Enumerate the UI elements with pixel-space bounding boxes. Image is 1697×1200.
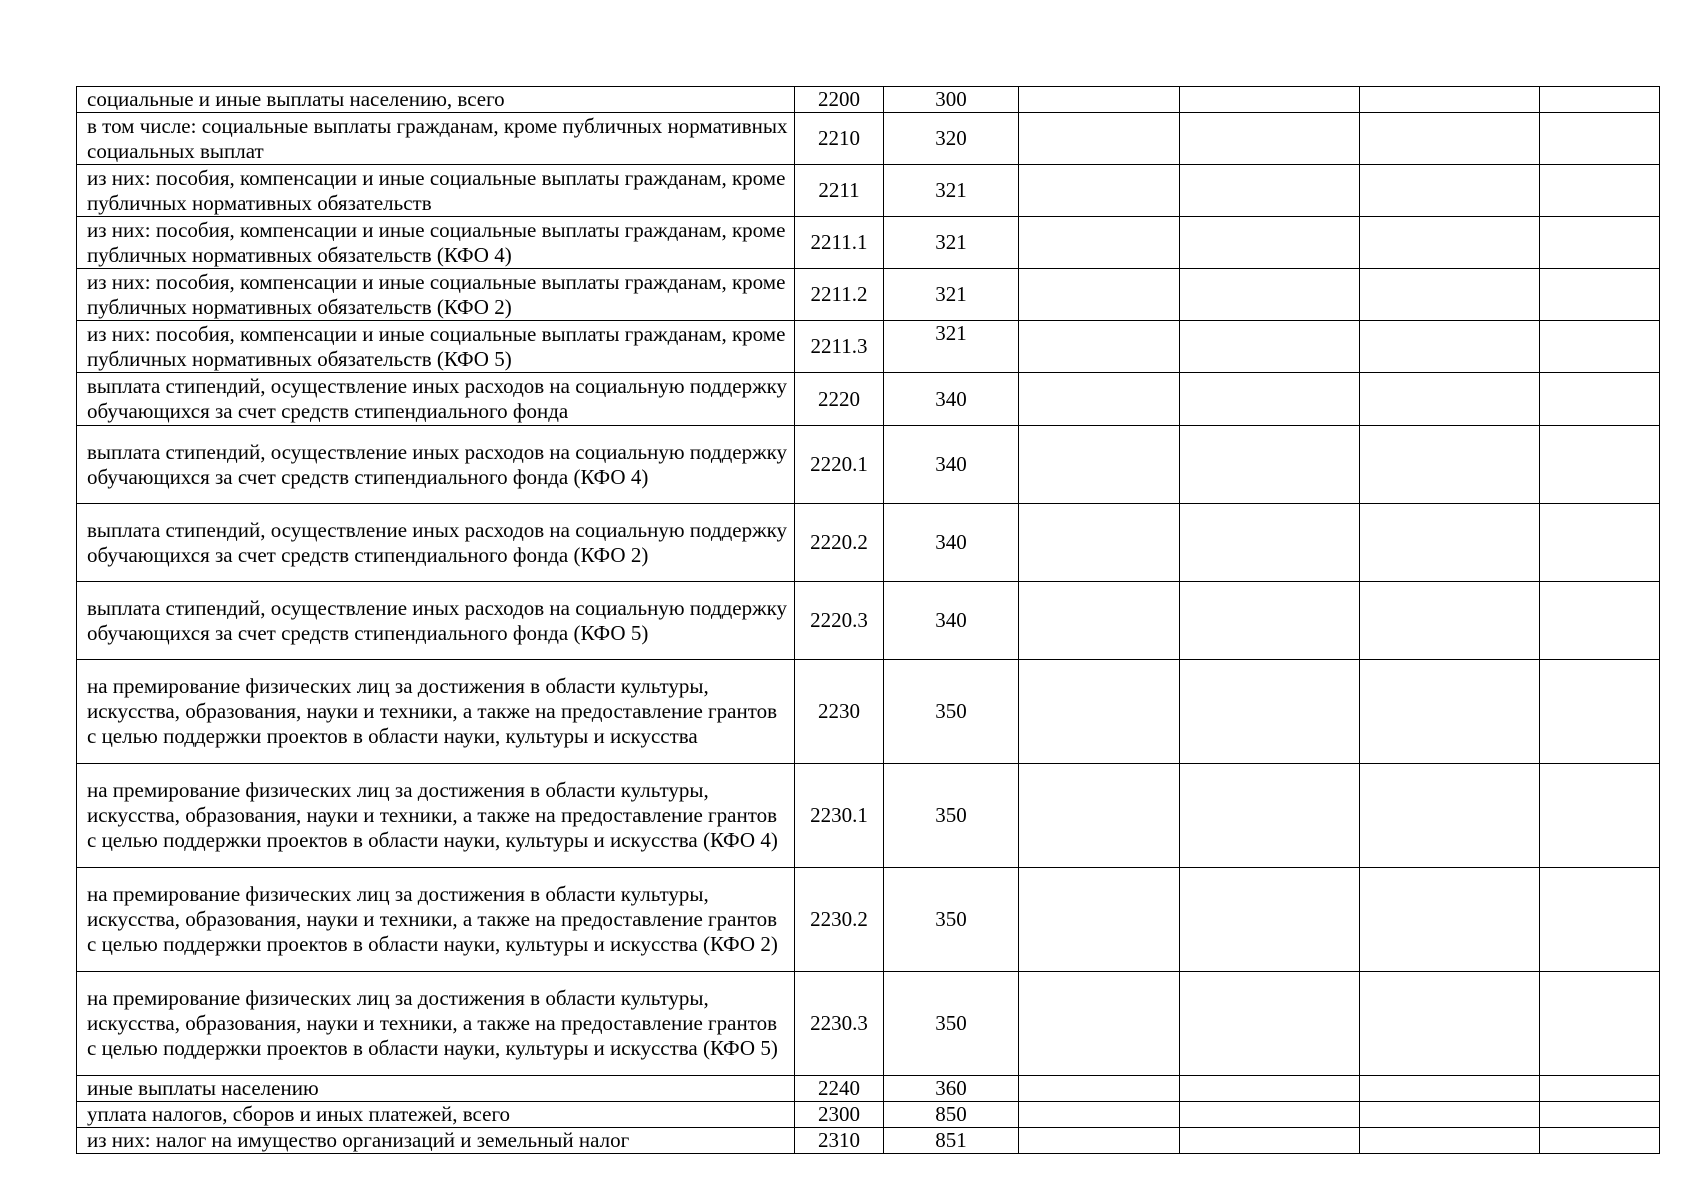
value-cell (1360, 321, 1540, 373)
value-cell (1019, 321, 1180, 373)
value-cell (1540, 321, 1660, 373)
table-row (77, 426, 1660, 504)
row-description: выплата стипендий, осуществление иных расходов на социальную поддержку обучающихся за счет средств стипендиального фонда (77, 373, 795, 426)
value-cell (1019, 582, 1180, 660)
value-cell (1019, 660, 1180, 764)
row-kbk: 320 (884, 113, 1019, 165)
value-cell (1180, 217, 1360, 269)
row-code: 2240 (795, 1076, 884, 1102)
value-cell (1180, 113, 1360, 165)
row-code: 2211.2 (795, 269, 884, 321)
row-description: иные выплаты населению (77, 1076, 795, 1102)
value-cell (1019, 504, 1180, 582)
table-row (77, 269, 1660, 321)
value-cell (1019, 373, 1180, 426)
row-code: 2211 (795, 165, 884, 217)
value-cell (1180, 504, 1360, 582)
value-cell (1540, 269, 1660, 321)
row-kbk: 350 (884, 764, 1019, 868)
financial-table (76, 86, 1660, 1154)
row-description: уплата налогов, сборов и иных платежей, всего (77, 1102, 795, 1128)
value-cell (1360, 87, 1540, 113)
row-description: выплата стипендий, осуществление иных расходов на социальную поддержку обучающихся за счет средств стипендиального фонда (КФО 2) (77, 504, 795, 582)
value-cell (1360, 660, 1540, 764)
value-cell (1019, 269, 1180, 321)
table-row (77, 373, 1660, 426)
value-cell (1360, 582, 1540, 660)
value-cell (1360, 269, 1540, 321)
row-code: 2310 (795, 1128, 884, 1154)
table-row (77, 1076, 1660, 1102)
row-description: выплата стипендий, осуществление иных расходов на социальную поддержку обучающихся за счет средств стипендиального фонда (КФО 5) (77, 582, 795, 660)
value-cell (1360, 217, 1540, 269)
row-description: на премирование физических лиц за достижения в области культуры, искусства, образования, науки и техники, а также на предоставление грантов с целью поддержки проектов в области науки, культуры и искусства (КФО 4) (77, 764, 795, 868)
row-description: на премирование физических лиц за достижения в области культуры, искусства, образования, науки и техники, а также на предоставление грантов с целью поддержки проектов в области науки, культуры и искусства (77, 660, 795, 764)
table-row (77, 165, 1660, 217)
row-description: из них: пособия, компенсации и иные социальные выплаты гражданам, кроме публичных нормативных обязательств (КФО 4) (77, 217, 795, 269)
value-cell (1540, 868, 1660, 972)
row-kbk: 340 (884, 504, 1019, 582)
row-description: выплата стипендий, осуществление иных расходов на социальную поддержку обучающихся за счет средств стипендиального фонда (КФО 4) (77, 426, 795, 504)
table-row (77, 113, 1660, 165)
table-row (77, 217, 1660, 269)
value-cell (1180, 426, 1360, 504)
value-cell (1540, 660, 1660, 764)
value-cell (1540, 87, 1660, 113)
row-kbk: 350 (884, 972, 1019, 1076)
table-row (77, 321, 1660, 373)
row-description: на премирование физических лиц за достижения в области культуры, искусства, образования, науки и техники, а также на предоставление грантов с целью поддержки проектов в области науки, культуры и искусства (КФО 2) (77, 868, 795, 972)
value-cell (1540, 1128, 1660, 1154)
row-code: 2300 (795, 1102, 884, 1128)
table-row (77, 582, 1660, 660)
value-cell (1019, 1076, 1180, 1102)
row-kbk: 850 (884, 1102, 1019, 1128)
row-kbk: 340 (884, 582, 1019, 660)
value-cell (1019, 113, 1180, 165)
row-kbk: 350 (884, 868, 1019, 972)
row-description: из них: пособия, компенсации и иные социальные выплаты гражданам, кроме публичных нормативных обязательств (КФО 2) (77, 269, 795, 321)
row-kbk: 321 (884, 269, 1019, 321)
value-cell (1180, 868, 1360, 972)
row-kbk: 340 (884, 426, 1019, 504)
row-kbk: 340 (884, 373, 1019, 426)
value-cell (1019, 87, 1180, 113)
value-cell (1019, 868, 1180, 972)
value-cell (1360, 764, 1540, 868)
row-kbk: 360 (884, 1076, 1019, 1102)
table-row (77, 764, 1660, 868)
value-cell (1180, 373, 1360, 426)
row-code: 2210 (795, 113, 884, 165)
value-cell (1540, 764, 1660, 868)
value-cell (1540, 426, 1660, 504)
value-cell (1360, 426, 1540, 504)
table-row (77, 504, 1660, 582)
row-description: в том числе: социальные выплаты гражданам, кроме публичных нормативных социальных выплат (77, 113, 795, 165)
row-code: 2230.3 (795, 972, 884, 1076)
table-row (77, 868, 1660, 972)
value-cell (1180, 321, 1360, 373)
value-cell (1360, 1102, 1540, 1128)
value-cell (1019, 972, 1180, 1076)
row-code: 2230 (795, 660, 884, 764)
value-cell (1360, 1076, 1540, 1102)
row-kbk: 300 (884, 87, 1019, 113)
value-cell (1360, 373, 1540, 426)
value-cell (1360, 113, 1540, 165)
value-cell (1180, 764, 1360, 868)
value-cell (1180, 1076, 1360, 1102)
value-cell (1360, 868, 1540, 972)
value-cell (1540, 165, 1660, 217)
value-cell (1019, 165, 1180, 217)
row-kbk: 321 (884, 321, 1019, 373)
value-cell (1540, 113, 1660, 165)
value-cell (1019, 426, 1180, 504)
row-kbk: 321 (884, 217, 1019, 269)
row-kbk: 350 (884, 660, 1019, 764)
row-code: 2211.1 (795, 217, 884, 269)
row-description: социальные и иные выплаты населению, всего (77, 87, 795, 113)
value-cell (1360, 972, 1540, 1076)
row-kbk: 851 (884, 1128, 1019, 1154)
value-cell (1180, 660, 1360, 764)
row-description: из них: пособия, компенсации и иные социальные выплаты гражданам, кроме публичных нормативных обязательств (КФО 5) (77, 321, 795, 373)
value-cell (1019, 764, 1180, 868)
table-row (77, 87, 1660, 113)
row-description: на премирование физических лиц за достижения в области культуры, искусства, образования, науки и техники, а также на предоставление грантов с целью поддержки проектов в области науки, культуры и искусства (КФО 5) (77, 972, 795, 1076)
table-row (77, 972, 1660, 1076)
value-cell (1180, 1128, 1360, 1154)
row-code: 2230.1 (795, 764, 884, 868)
row-code: 2211.3 (795, 321, 884, 373)
value-cell (1180, 269, 1360, 321)
value-cell (1540, 373, 1660, 426)
value-cell (1180, 582, 1360, 660)
value-cell (1540, 1076, 1660, 1102)
value-cell (1540, 217, 1660, 269)
row-code: 2220.2 (795, 504, 884, 582)
document-page (76, 86, 1659, 1154)
value-cell (1180, 87, 1360, 113)
value-cell (1540, 972, 1660, 1076)
value-cell (1180, 1102, 1360, 1128)
row-code: 2220.1 (795, 426, 884, 504)
value-cell (1019, 1102, 1180, 1128)
row-description: из них: налог на имущество организаций и земельный налог (77, 1128, 795, 1154)
table-row (77, 1102, 1660, 1128)
row-kbk: 321 (884, 165, 1019, 217)
value-cell (1019, 1128, 1180, 1154)
table-row (77, 1128, 1660, 1154)
value-cell (1540, 504, 1660, 582)
value-cell (1360, 504, 1540, 582)
value-cell (1360, 1128, 1540, 1154)
value-cell (1019, 217, 1180, 269)
row-code: 2230.2 (795, 868, 884, 972)
row-code: 2200 (795, 87, 884, 113)
value-cell (1540, 582, 1660, 660)
value-cell (1360, 165, 1540, 217)
table-row (77, 660, 1660, 764)
value-cell (1540, 1102, 1660, 1128)
row-description: из них: пособия, компенсации и иные социальные выплаты гражданам, кроме публичных нормативных обязательств (77, 165, 795, 217)
value-cell (1180, 972, 1360, 1076)
value-cell (1180, 165, 1360, 217)
row-code: 2220.3 (795, 582, 884, 660)
row-code: 2220 (795, 373, 884, 426)
